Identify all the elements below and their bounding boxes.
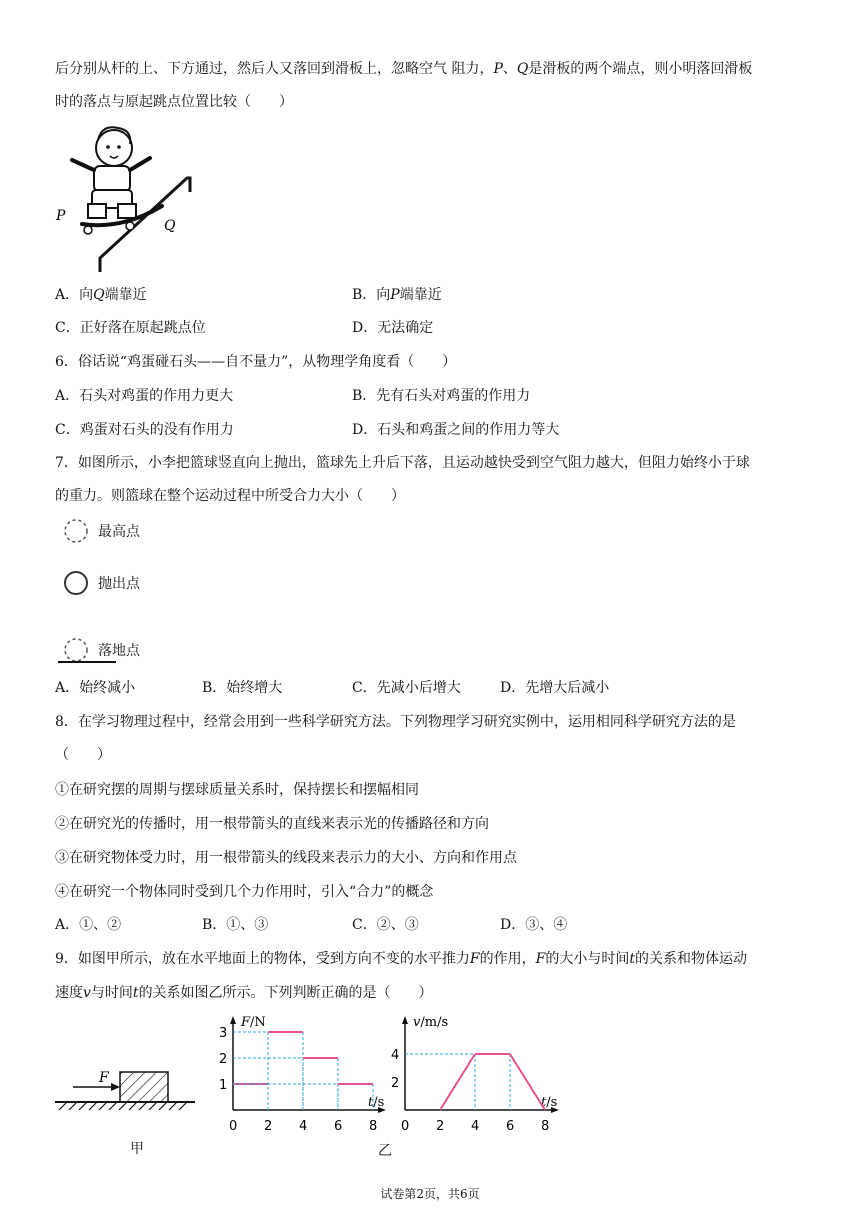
force-f-label: F bbox=[99, 1070, 109, 1086]
x-tick-label: 6 bbox=[506, 1119, 515, 1134]
label-throw-point: 抛出点 bbox=[98, 576, 140, 592]
q8-item-2: ②在研究光的传播时，用一根带箭头的直线来表示光的传播路径和方向 bbox=[55, 816, 489, 832]
q5-option-c[interactable]: C．正好落在原起跳点位 bbox=[55, 320, 206, 336]
q7-stem-line1: 7．如图所示，小李把篮球竖直向上抛出，篮球先上升后下落，且运动越快受到空气阻力越大，但阻力始终小于球 bbox=[55, 455, 750, 471]
label-yi: 乙 bbox=[378, 1143, 392, 1159]
x-tick-label: 2 bbox=[264, 1119, 273, 1134]
label-highest-point: 最高点 bbox=[98, 524, 140, 540]
q7-option-c[interactable]: C．先减小后增大 bbox=[352, 680, 461, 696]
x-tick-label: 6 bbox=[334, 1119, 343, 1134]
q7-stem-line2: 的重力。则篮球在整个运动过程中所受合力大小（ ） bbox=[55, 488, 405, 504]
velocity-segment bbox=[510, 1054, 545, 1110]
q6-option-a[interactable]: A．石头对鸡蛋的作用力更大 bbox=[55, 388, 234, 404]
q5-option-a[interactable]: A．向Q端靠近 bbox=[55, 287, 147, 303]
q8-option-c[interactable]: C．②、③ bbox=[352, 917, 419, 933]
throw-point-ball bbox=[65, 572, 87, 594]
q8-stem-line1: 8．在学习物理过程中，经常会用到一些科学研究方法。下列物理学习研究实例中，运用相同科学研究方法的是 bbox=[55, 714, 736, 730]
q8-item-4: ④在研究一个物体同时受到几个力作用时，引入“合力”的概念 bbox=[55, 884, 434, 900]
label-landing-point: 落地点 bbox=[98, 643, 140, 659]
x-tick-label: 8 bbox=[369, 1119, 378, 1134]
q6-option-b[interactable]: B．先有石头对鸡蛋的作用力 bbox=[352, 388, 531, 404]
q7-option-d[interactable]: D．先增大后减小 bbox=[500, 680, 610, 696]
q8-item-3: ③在研究物体受力时，用一根带箭头的线段来表示力的大小、方向和作用点 bbox=[55, 850, 517, 866]
q7-option-b[interactable]: B．始终增大 bbox=[202, 680, 283, 696]
label-jia: 甲 bbox=[130, 1141, 144, 1157]
q8-stem-line2: （ ） bbox=[55, 747, 111, 763]
q6-option-c[interactable]: C．鸡蛋对石头的没有作用力 bbox=[55, 422, 234, 438]
q8-option-a[interactable]: A．①、② bbox=[55, 917, 122, 933]
x-axis-label: t/s bbox=[541, 1095, 558, 1110]
x-tick-label: 0 bbox=[401, 1119, 410, 1134]
y-tick-label: 3 bbox=[219, 1026, 228, 1041]
x-tick-label: 4 bbox=[471, 1119, 480, 1134]
q9-stem-line1: 9．如图甲所示，放在水平地面上的物体，受到方向不变的水平推力F的作用，F的大小与时间t的关系和物体运动 bbox=[55, 951, 747, 967]
skateboard-figure bbox=[52, 120, 202, 280]
q7-option-a[interactable]: A．始终减小 bbox=[55, 680, 136, 696]
x-tick-label: 0 bbox=[229, 1119, 238, 1134]
y-axis-label: v/m/s bbox=[413, 1015, 449, 1030]
landing-point-ball bbox=[65, 639, 87, 661]
q5-stem-line1: 后分别从杆的上、下方通过，然后人又落回到滑板上，忽略空气 阻力，P、Q是滑板的两个端点，则小明落回滑板 bbox=[55, 61, 753, 77]
q5-stem-line2: 时的落点与原起跳点位置比较（ ） bbox=[55, 94, 293, 110]
page-footer: 试卷第2页，共6页 bbox=[380, 1187, 480, 1201]
force-time-graph bbox=[215, 1010, 395, 1140]
label-p: P bbox=[56, 208, 66, 224]
x-tick-label: 4 bbox=[299, 1119, 308, 1134]
velocity-time-graph bbox=[385, 1010, 575, 1140]
q6-stem: 6．俗话说“鸡蛋碰石头——自不量力”，从物理学角度看（ ） bbox=[55, 354, 457, 370]
x-tick-label: 2 bbox=[436, 1119, 445, 1134]
y-tick-label: 1 bbox=[219, 1078, 228, 1093]
x-tick-label: 8 bbox=[541, 1119, 550, 1134]
q6-option-d[interactable]: D．石头和鸡蛋之间的作用力等大 bbox=[352, 422, 560, 438]
y-axis-label: F/N bbox=[241, 1015, 266, 1030]
highest-point-ball bbox=[65, 520, 87, 542]
block-figure bbox=[55, 1060, 215, 1120]
q8-option-d[interactable]: D．③、④ bbox=[500, 917, 568, 933]
q5-option-b[interactable]: B．向P端靠近 bbox=[352, 287, 442, 303]
y-axis-arrow bbox=[402, 1016, 408, 1024]
velocity-segment bbox=[440, 1054, 475, 1110]
y-tick-label: 4 bbox=[391, 1048, 400, 1063]
label-q: Q bbox=[164, 218, 176, 234]
q9-stem-line2: 速度v与时间t的关系如图乙所示。下列判断正确的是（ ） bbox=[55, 985, 433, 1001]
q8-item-1: ①在研究摆的周期与摆球质量关系时，保持摆长和摆幅相同 bbox=[55, 782, 419, 798]
y-axis-arrow bbox=[230, 1016, 236, 1024]
x-axis-label: t/s bbox=[368, 1095, 385, 1110]
y-tick-label: 2 bbox=[219, 1052, 228, 1067]
q8-option-b[interactable]: B．①、③ bbox=[202, 917, 269, 933]
y-tick-label: 2 bbox=[391, 1076, 400, 1091]
q5-option-d[interactable]: D．无法确定 bbox=[352, 320, 434, 336]
